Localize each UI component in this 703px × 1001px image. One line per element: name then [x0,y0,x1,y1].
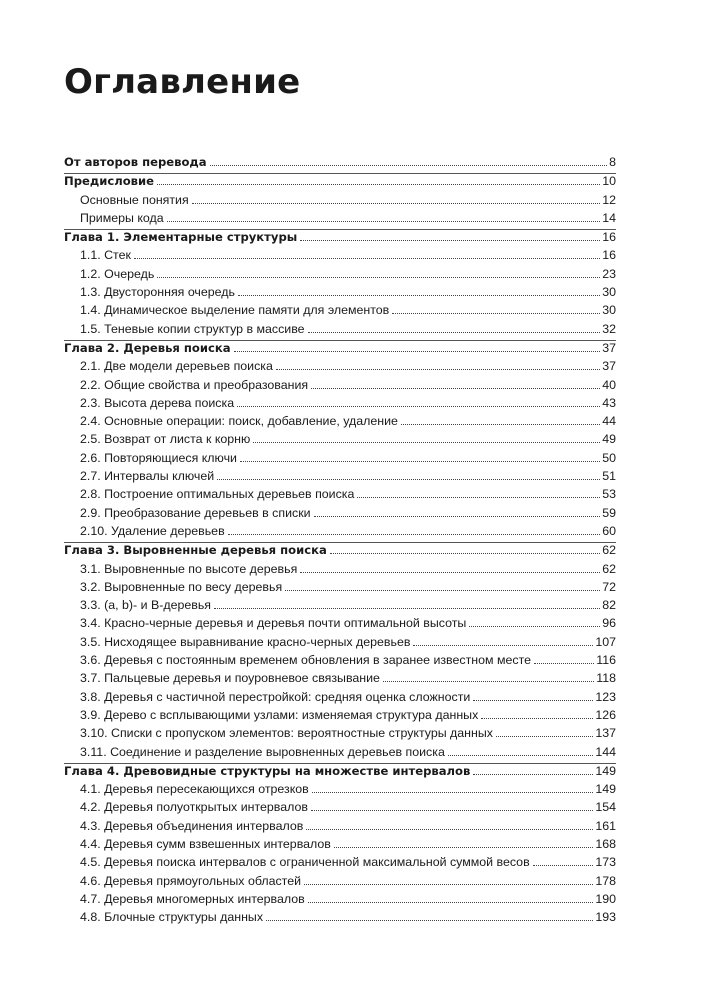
toc-section-entry[interactable] [64,414,616,432]
toc-entry-label: 3.6. Деревья с постоянным временем обновления в заранее известном месте [80,653,531,668]
dot-leader [334,847,593,848]
toc-chapter-entry[interactable] [64,340,616,359]
toc-section-entry[interactable] [64,745,616,763]
toc-chapter-entry[interactable] [64,542,616,561]
toc-chapter-entry[interactable] [64,173,616,192]
toc-entry-label: 1.4. Динамическое выделение памяти для элементов [80,303,390,318]
toc-entry-label: От авторов перевода [64,155,207,169]
dot-leader [157,184,600,185]
toc-entry-page-number: 49 [602,432,616,447]
toc-entry-page-number: 62 [602,543,616,558]
toc-entry-page-number: 44 [602,414,616,429]
dot-leader [308,332,601,333]
toc-entry-page-number: 193 [595,910,616,925]
toc-entry-page-number: 118 [596,671,616,686]
dot-leader [304,884,593,885]
toc-entry-label: 2.1. Две модели деревьев поиска [80,359,273,374]
toc-entry-label: 2.10. Удаление деревьев [80,523,225,538]
toc-section-entry[interactable] [64,855,616,873]
toc-entry-label: 2.5. Возврат от листа к корню [80,432,251,447]
dot-leader [481,718,593,719]
toc-section-entry[interactable] [64,469,616,487]
dot-leader [300,240,600,241]
toc-entry-page-number: 154 [595,800,616,815]
toc-entry-page-number: 14 [602,210,616,225]
dot-leader [234,351,601,352]
toc-entry-label: Глава 2. Деревья поиска [64,340,231,355]
toc-entry-page-number: 60 [602,523,616,538]
dot-leader [240,461,600,462]
dot-leader [311,810,593,811]
dot-leader [157,277,600,278]
toc-section-entry[interactable] [64,193,616,211]
toc-section-entry[interactable] [64,580,616,598]
toc-entry-page-number: 10 [602,174,616,189]
dot-leader [300,572,600,573]
dot-leader [534,663,594,664]
toc-entry-label: 3.10. Списки с пропуском элементов: вероятностные структуры данных [80,726,493,741]
toc-section-entry[interactable] [64,708,616,726]
toc-entry-page-number: 116 [596,653,616,668]
toc-entry-label: 1.3. Двусторонняя очередь [80,285,235,300]
toc-entry-label: 2.9. Преобразование деревьев в списки [80,505,311,520]
toc-entry-page-number: 43 [602,395,616,410]
toc-entry-page-number: 62 [602,561,616,576]
dot-leader [266,920,593,921]
toc-chapter-entry[interactable] [64,763,616,782]
toc-entry-page-number: 168 [595,836,616,851]
dot-leader [276,369,600,370]
toc-entry-page-number: 107 [595,634,616,649]
toc-section-entry[interactable] [64,562,616,580]
toc-entry-page-number: 96 [602,616,616,631]
dot-leader [533,865,594,866]
toc-entry-label: Основные понятия [80,192,189,207]
toc-entry-label: 2.4. Основные операции: поиск, добавление, удаление [80,414,398,429]
toc-entry-label: 4.1. Деревья пересекающихся отрезков [80,782,309,797]
toc-section-entry[interactable] [64,690,616,708]
toc-entry-page-number: 32 [602,321,616,336]
dot-leader [469,626,600,627]
toc-entry-label: 3.2. Выровненные по весу деревья [80,579,283,594]
toc-section-entry[interactable] [64,837,616,855]
toc-entry-label: 4.3. Деревья объединения интервалов [80,818,304,833]
dot-leader [167,221,601,222]
toc-entry-label: 3.11. Соединение и разделение выровненных деревьев поиска [80,744,445,759]
page-title: Оглавление [64,62,301,102]
toc-section-entry[interactable] [64,248,616,266]
toc-section-entry[interactable] [64,524,616,542]
toc-entry-page-number: 137 [595,726,616,741]
toc-entry-page-number: 72 [602,579,616,594]
toc-entry-page-number: 53 [602,487,616,502]
toc-chapter-entry[interactable] [64,229,616,248]
toc-entry-page-number: 37 [602,340,616,355]
toc-section-entry[interactable] [64,285,616,303]
toc-entry-label: 1.5. Теневые копии структур в массиве [80,321,305,336]
dot-leader [228,534,601,535]
dot-leader [214,608,600,609]
toc-entry-page-number: 178 [595,873,616,888]
toc-entry-page-number: 37 [602,359,616,374]
toc-entry-label: 1.1. Стек [80,248,131,263]
toc-section-entry[interactable] [64,910,616,928]
toc-entry-page-number: 123 [595,689,616,704]
toc-entry-label: 4.7. Деревья многомерных интервалов [80,891,305,906]
toc-entry-page-number: 161 [595,818,616,833]
toc-entry-page-number: 50 [602,450,616,465]
toc-entry-label: Примеры кода [80,210,164,225]
toc-section-entry[interactable] [64,506,616,524]
toc-entry-label: 3.3. (a, b)- и B-деревья [80,598,212,613]
toc-entry-page-number: 16 [602,230,616,245]
toc-entry-page-number: 173 [595,855,616,870]
toc-entry-label: Предисловие [64,174,155,189]
toc-entry-label: 4.4. Деревья сумм взвешенных интервалов [80,836,331,851]
dot-leader [496,736,593,737]
dot-leader [285,590,600,591]
toc-section-entry[interactable] [64,267,616,285]
toc-section-entry[interactable] [64,782,616,800]
toc-entry-label: 2.3. Высота дерева поиска [80,395,235,410]
toc-entry-label: 2.6. Повторяющиеся ключи [80,450,237,465]
dot-leader [134,258,600,259]
toc-section-entry[interactable] [64,378,616,396]
dot-leader [473,774,593,775]
toc-entry-label: Глава 1. Элементарные структуры [64,230,298,245]
toc-entry-label: 3.5. Нисходящее выравнивание красно-черных деревьев [80,634,411,649]
toc-section-entry[interactable] [64,598,616,616]
dot-leader [253,442,600,443]
dot-leader [192,203,601,204]
toc-entry-label: 4.6. Деревья прямоугольных областей [80,873,302,888]
toc-section-entry[interactable] [64,396,616,414]
toc-section-entry[interactable] [64,359,616,377]
toc-entry-label: 2.8. Построение оптимальных деревьев поиска [80,487,355,502]
toc-entry-page-number: 126 [595,707,616,722]
toc-entry-label: 3.9. Дерево с всплывающими узлами: изменяемая структура данных [80,707,479,722]
toc-section-entry[interactable] [64,303,616,321]
toc-section-entry[interactable] [64,635,616,653]
toc-entry-label: 3.8. Деревья с частичной перестройкой: средняя оценка сложности [80,689,471,704]
toc-entry-page-number: 30 [602,285,616,300]
dot-leader [392,313,600,314]
dot-leader [401,424,600,425]
toc-entry-label: Глава 4. Древовидные структуры на множестве интервалов [64,763,471,778]
dot-leader [330,553,600,554]
dot-leader [448,755,593,756]
toc-section-entry[interactable] [64,671,616,689]
toc-entry-label: 3.1. Выровненные по высоте деревья [80,561,298,576]
dot-leader [308,902,594,903]
toc-section-entry[interactable] [64,487,616,505]
dot-leader [383,681,594,682]
dot-leader [312,792,594,793]
dot-leader [413,645,593,646]
toc-section-entry[interactable] [64,800,616,818]
toc-entry-label: 2.2. Общие свойства и преобразования [80,377,309,392]
dot-leader [217,479,600,480]
toc-entry-label: 3.4. Красно-черные деревья и деревья почти оптимальной высоты [80,616,467,631]
toc-entry-page-number: 82 [602,598,616,613]
dot-leader [238,295,600,296]
toc-entry-page-number: 30 [602,303,616,318]
toc-entry-label: 4.5. Деревья поиска интервалов с ограниченной максимальной суммой весов [80,855,530,870]
toc-entry-label: 2.7. Интервалы ключей [80,469,215,484]
dot-leader [237,406,600,407]
dot-leader [314,516,601,517]
toc-entry-label: 3.7. Пальцевые деревья и поуровневое связывание [80,671,380,686]
toc-section-entry[interactable] [64,322,616,340]
toc-section-entry[interactable] [64,892,616,910]
toc-chapter-entry[interactable] [64,155,616,173]
toc-section-entry[interactable] [64,819,616,837]
toc-entry-label: 4.2. Деревья полуоткрытых интервалов [80,800,308,815]
toc-entry-page-number: 8 [609,155,616,169]
toc-entry-page-number: 59 [602,505,616,520]
toc-entry-label: Глава 3. Выровненные деревья поиска [64,543,327,558]
toc-entry-page-number: 40 [602,377,616,392]
table-of-contents [64,155,616,928]
toc-entry-page-number: 51 [602,469,616,484]
dot-leader [306,829,593,830]
toc-section-entry[interactable] [64,874,616,892]
dot-leader [473,700,593,701]
toc-entry-page-number: 149 [595,763,616,778]
toc-section-entry[interactable] [64,451,616,469]
toc-section-entry[interactable] [64,653,616,671]
dot-leader [311,388,600,389]
dot-leader [210,165,607,166]
dot-leader [357,497,600,498]
toc-entry-page-number: 190 [595,891,616,906]
toc-entry-page-number: 144 [595,744,616,759]
toc-section-entry[interactable] [64,616,616,634]
toc-entry-label: 1.2. Очередь [80,266,155,281]
toc-entry-page-number: 23 [602,266,616,281]
toc-section-entry[interactable] [64,211,616,229]
toc-section-entry[interactable] [64,726,616,744]
toc-section-entry[interactable] [64,432,616,450]
toc-entry-label: 4.8. Блочные структуры данных [80,910,264,925]
toc-entry-page-number: 16 [602,248,616,263]
toc-entry-page-number: 12 [602,192,616,207]
toc-entry-page-number: 149 [595,782,616,797]
